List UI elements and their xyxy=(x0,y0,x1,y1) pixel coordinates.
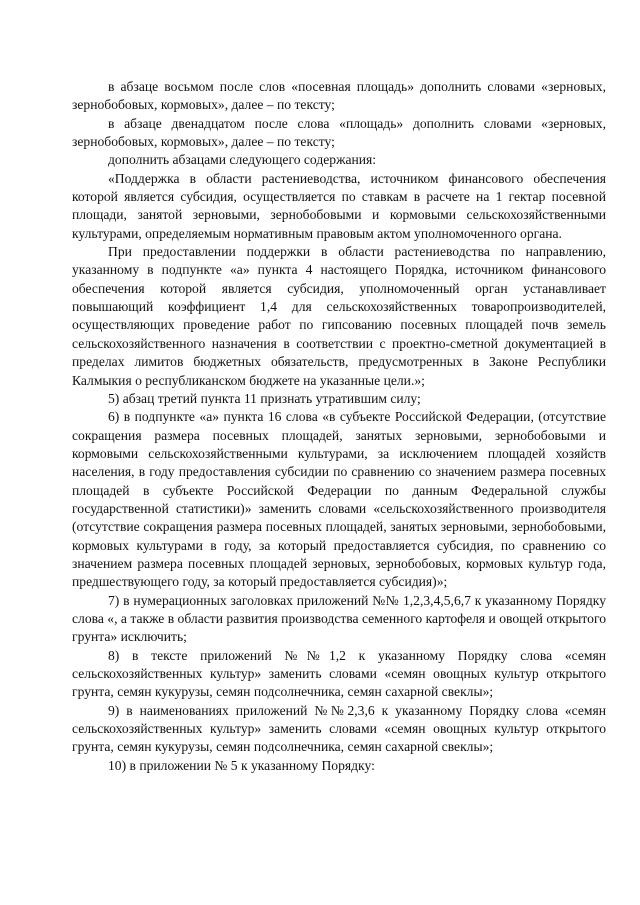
paragraph-6: 5) абзац третий пункта 11 признать утратившим силу; xyxy=(108,390,421,406)
paragraph-4: «Поддержка в области растениеводства, источником финансового обеспечения которой является субсидия, осуществляется по ставкам в расчете на 1 гектар посевной площади, занятой зерновыми, зернобобовыми и кормовыми сельскохозяйственными культурами, определяемым нормативным правовым актом уполномоченного органа. xyxy=(72,170,606,241)
paragraph-9: 8) в тексте приложений №№1,2 к указанному Порядку слова «семян сельскохозяйственных культур» заменить словами «семян овощных культур открытого грунта, семян кукурузы, семян подсолнечника, семян сахарной свеклы»; xyxy=(72,647,606,700)
paragraph-5: При предоставлении поддержки в области растениеводства по направлению, указанному в подпункте «а» пункта 4 настоящего Порядка, источником финансового обеспечения которой является субсидия, уполномоченный орган устанавливает повышающий коэффициент 1,4 для сельскохозяйственных товаропроизводителей, осуществляющих проведение работ по гипсованию посевных площадей почв земель сельскохозяйственного назначения в соответствии с проектно-сметной документацией в пределах лимитов бюджетных обязательств, предусмотренных в Законе Республики Калмыкия о республиканском бюджете на указанные цели.»; xyxy=(72,244,606,388)
paragraph-1: в абзаце восьмом после слов «посевная площадь» дополнить словами «зерновых, зернобобовых, кормовых», далее – по тексту; xyxy=(72,79,606,113)
document-page xyxy=(72,78,606,775)
paragraph-3: дополнить абзацами следующего содержания: xyxy=(108,152,377,168)
paragraph-2: в абзаце двенадцатом после слова «площадь» дополнить словами «зерновых, зернобобовых, кормовых», далее – по тексту; xyxy=(72,115,606,150)
paragraph-10: 9) в наименованиях приложений №№2,3,6 к указанному Порядку слова «семян сельскохозяйственных культур» заменить словами «семян овощных культур открытого грунта, семян кукурузы, семян подсолнечника, семян сахарной свеклы»; xyxy=(72,702,606,755)
paragraph-8: 7) в нумерационных заголовках приложений №№ 1,2,3,4,5,6,7 к указанному Порядку слова «, а также в области развития производства семенного картофеля и овощей открытого грунта» исключить; xyxy=(72,592,606,645)
paragraph-7: 6) в подпункте «а» пункта 16 слова «в субъекте Российской Федерации, (отсутствие сокращения размера посевных площадей, занятых зерновыми, зернобобовыми и кормовыми сельскохозяйственными культурами, за исключением площадей хозяйств населения, в году предоставления субсидии по сравнению со значением размера посевных площадей в субъекте Российской Федерации по данным Федеральной службы государственной статистики)» заменить словами «сельскохозяйственного производителя (отсутствие сокращения размера посевных площадей, занятых зерновыми, зернобобовыми, кормовых культурами в году, за который предоставляется субсидия, по сравнению со значением размера посевных площадей зерновых, зернобобовых, кормовых культур года, предшествующего году, за который предоставляется субсидия)»; xyxy=(72,409,606,590)
paragraph-11: 10) в приложении № 5 к указанному Порядку: xyxy=(108,757,375,773)
